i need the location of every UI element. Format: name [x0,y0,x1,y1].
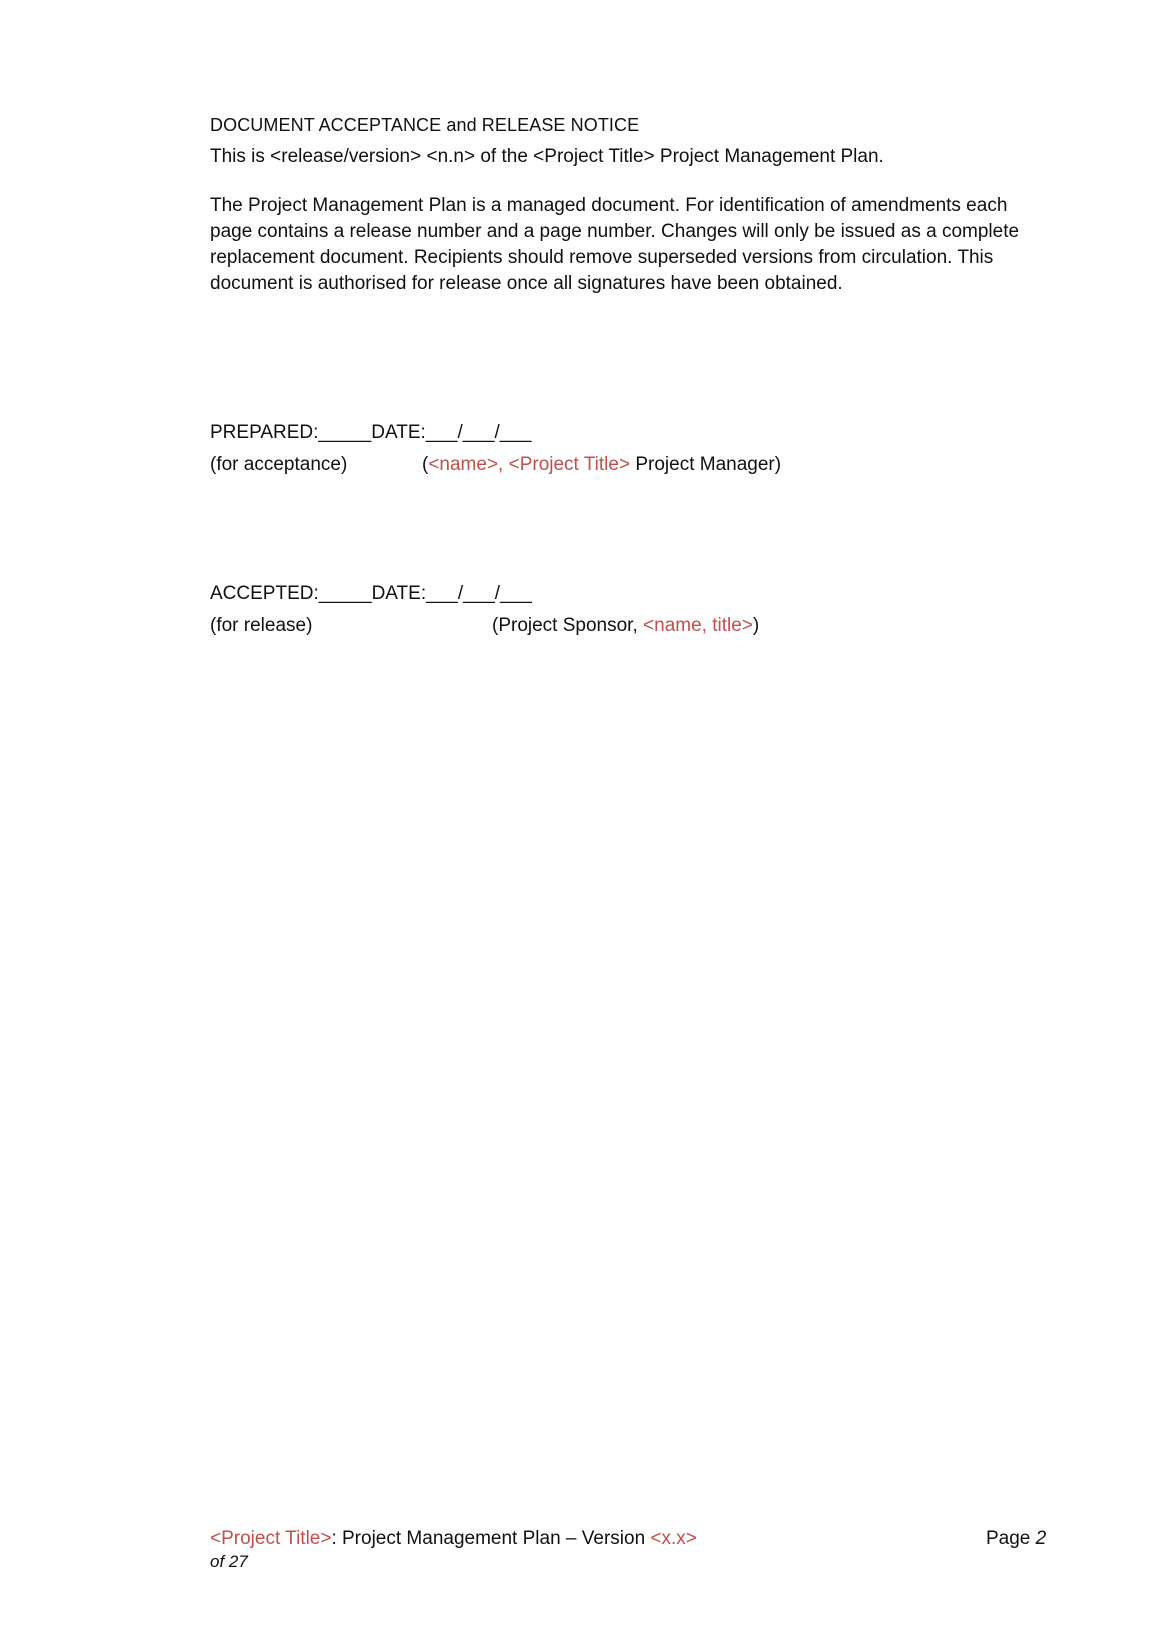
footer-version-placeholder: <x.x> [650,1528,697,1549]
paragraph-line: page contains a release number and a page number. Changes will only be issued as a complete [210,221,1020,242]
footer-page-total: of 27 [210,1552,248,1571]
accepted-signature-line: ACCEPTED:_____DATE:___/___/___ [210,583,532,604]
release-version-line: This is <release/version> <n.n> of the <Project Title> Project Management Plan. [210,146,884,167]
for-release-label: (for release) [210,615,313,636]
footer-title [210,1526,697,1552]
project-sponsor-prefix: (Project Sponsor, [492,615,644,636]
page-label: Page [986,1528,1036,1549]
project-manager-role: Project Manager) [630,454,782,475]
project-manager-name-placeholder: <name>, <Project Title> [428,454,631,475]
sponsor-name-placeholder: <name, title> [643,615,753,636]
footer-title-text: : Project Management Plan – Version [331,1528,651,1549]
prepared-signature-line: PREPARED:_____DATE:___/___/___ [210,422,532,443]
footer-page-number [986,1526,1046,1552]
for-acceptance-label: (for acceptance) [210,454,348,475]
close-paren: ) [752,615,760,636]
footer-project-title-placeholder: <Project Title> [210,1528,332,1549]
notice-paragraph [210,193,1060,297]
paragraph-line: replacement document. Recipients should remove superseded versions from circulation. This [210,247,994,268]
open-paren: ( [422,454,429,475]
accepted-role-line [210,613,759,639]
page-number: 2 [1035,1528,1047,1549]
notice-heading: DOCUMENT ACCEPTANCE and RELEASE NOTICE [210,115,640,135]
prepared-role-line [210,452,781,478]
paragraph-line: The Project Management Plan is a managed document. For identification of amendments each [210,195,1008,216]
paragraph-line: document is authorised for release once all signatures have been obtained. [210,273,843,294]
